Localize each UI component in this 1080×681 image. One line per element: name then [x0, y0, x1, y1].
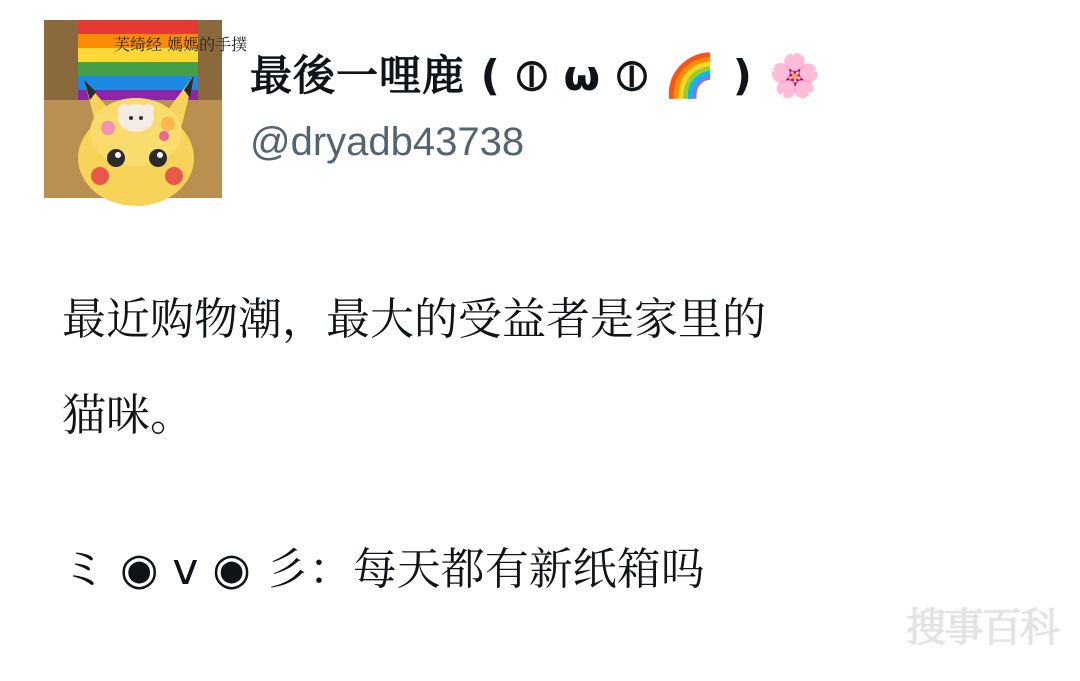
profile-avatar[interactable] [44, 20, 248, 198]
avatar-flag-text: 芙绮经 媽媽的手撲 [114, 35, 248, 54]
tweet-text-line-1: 最近购物潮，最大的受益者是家里的 [62, 294, 766, 345]
tweet-text-line-2: 猫咪。 [62, 390, 194, 441]
watermark-logo: 搜事百科 [906, 604, 1058, 651]
user-handle[interactable]: @dryadb43738 [250, 120, 525, 164]
pikachu-plush-avatar-image [44, 20, 248, 198]
tweet-body [62, 272, 962, 618]
tweet-text-line-3: ミ ◉ v ◉ 彡：每天都有新纸箱吗 [62, 544, 705, 595]
display-name[interactable]: 最後一哩鹿 ( ⦶ ω ⦶ 🌈 ) 🌸 [250, 51, 822, 100]
rainbow-flag-graphic [78, 20, 198, 100]
